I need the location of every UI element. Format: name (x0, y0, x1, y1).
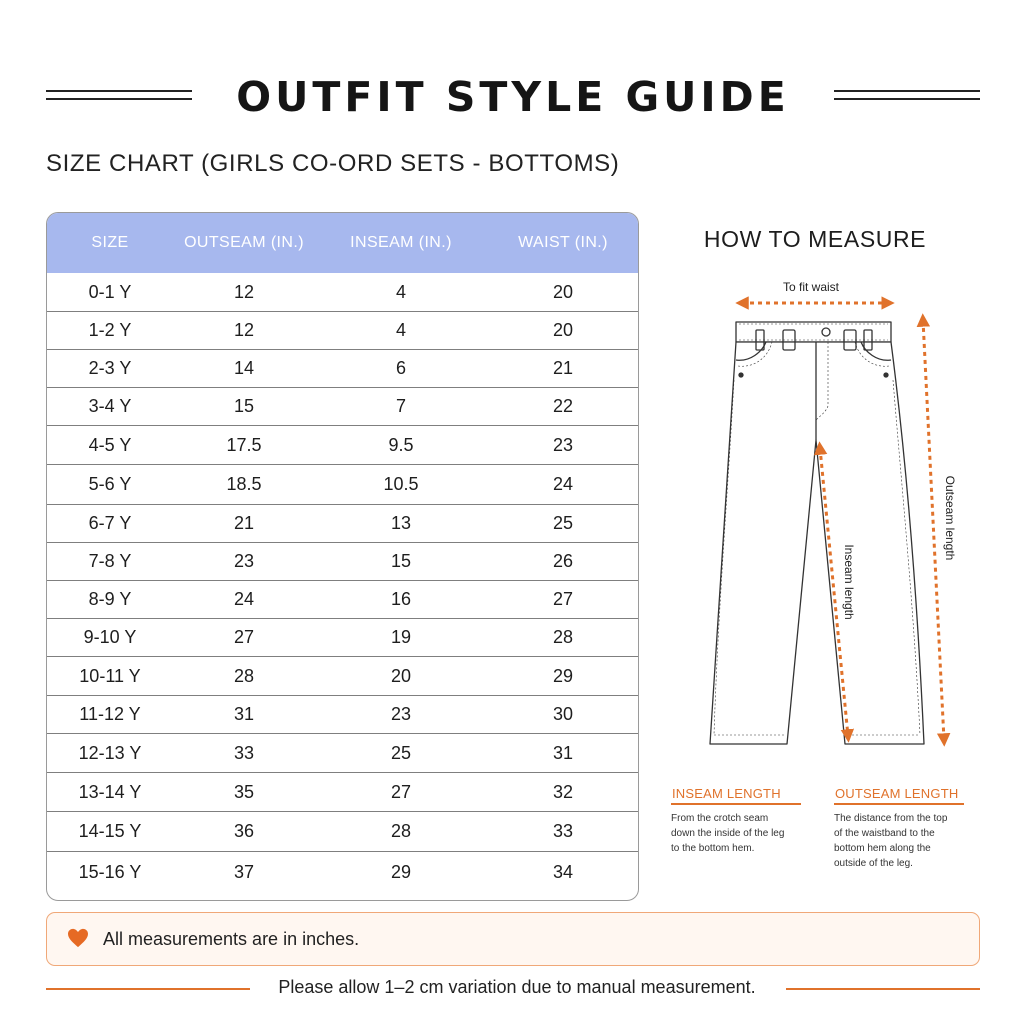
pants-outline (710, 322, 924, 744)
inseam-desc-line: down the inside of the leg (671, 828, 785, 839)
header-size: SIZE (91, 234, 129, 251)
note-text: All measurements are in inches. (103, 929, 360, 949)
cell-inseam: 16 (390, 589, 412, 609)
table-row (47, 504, 638, 542)
outseam-heading: OUTSEAM LENGTH (835, 786, 959, 801)
inseam-heading: INSEAM LENGTH (672, 786, 781, 801)
cell-waist: 32 (552, 781, 574, 802)
cell-waist: 20 (552, 320, 574, 340)
title-decoration-left (46, 90, 192, 102)
cell-waist: 34 (552, 862, 574, 882)
cell-inseam: 20 (390, 665, 412, 686)
cell-inseam: 19 (390, 627, 412, 647)
measurement-note (46, 912, 980, 966)
how-to-measure-title: HOW TO MEASURE (703, 226, 927, 252)
table-row (47, 425, 638, 464)
size-chart-table (46, 212, 639, 901)
table-row (47, 273, 638, 311)
table-row (47, 618, 638, 656)
outseam-desc-line: outside of the leg. (834, 858, 913, 869)
cell-outseam: 12 (233, 320, 255, 340)
table-row (47, 811, 638, 851)
inseam-diagram-label: Inseam length (842, 544, 856, 620)
outseam-description (834, 811, 947, 871)
cell-outseam: 18.5 (226, 474, 262, 494)
table-row (47, 580, 638, 618)
cell-inseam: 13 (390, 513, 412, 533)
table-row (47, 542, 638, 580)
cell-outseam: 23 (233, 551, 255, 571)
table-row (47, 656, 638, 695)
footer-disclaimer: Please allow 1–2 cm variation due to manual measurement. (278, 977, 756, 997)
cell-waist: 33 (552, 821, 574, 841)
inseam-description (671, 811, 784, 856)
table-row (47, 695, 638, 733)
cell-size: 6-7 Y (88, 513, 132, 533)
cell-outseam: 12 (233, 281, 255, 302)
cell-waist: 20 (552, 281, 574, 302)
title-decoration-right (834, 90, 980, 102)
cell-inseam: 15 (390, 551, 412, 571)
cell-waist: 29 (552, 665, 574, 686)
cell-waist: 31 (552, 742, 574, 763)
cell-waist: 22 (552, 396, 574, 416)
cell-size: 2-3 Y (88, 358, 132, 378)
table-row (47, 733, 638, 772)
heart-icon (67, 928, 89, 948)
cell-size: 5-6 Y (88, 474, 132, 494)
pants-diagram (658, 270, 972, 756)
cell-waist: 23 (552, 434, 574, 455)
outseam-heading-rule (834, 803, 964, 805)
inseam-desc-line: to the bottom hem. (671, 843, 755, 854)
table-row (47, 311, 638, 349)
inseam-heading-rule (671, 803, 801, 805)
cell-waist: 27 (552, 589, 574, 609)
table-row (47, 772, 638, 811)
cell-outseam: 28 (233, 665, 255, 686)
outseam-arrow (923, 320, 944, 740)
cell-outseam: 15 (233, 396, 255, 416)
inseam-desc-line: From the crotch seam (671, 813, 769, 824)
cell-outseam: 33 (233, 742, 255, 763)
cell-waist: 30 (552, 704, 574, 724)
cell-outseam: 35 (233, 781, 255, 802)
header-waist: WAIST (IN.) (518, 234, 608, 251)
cell-size: 9-10 Y (83, 627, 137, 647)
cell-inseam: 28 (390, 821, 412, 841)
outseam-diagram-label: Outseam length (943, 475, 957, 561)
cell-inseam: 10.5 (383, 474, 419, 494)
size-chart-subtitle: SIZE CHART (GIRLS CO-ORD SETS - BOTTOMS) (46, 150, 620, 177)
table-row (47, 349, 638, 387)
cell-waist: 26 (552, 551, 574, 571)
cell-size: 1-2 Y (88, 320, 132, 340)
cell-size: 15-16 Y (78, 862, 142, 882)
table-header (47, 213, 638, 273)
outseam-desc-line: bottom hem along the (834, 843, 931, 854)
header-outseam: OUTSEAM (IN.) (184, 234, 304, 251)
cell-inseam: 4 (395, 320, 406, 340)
cell-size: 8-9 Y (88, 589, 132, 609)
cell-size: 12-13 Y (78, 742, 142, 763)
cell-waist: 25 (552, 513, 574, 533)
cell-inseam: 29 (390, 862, 412, 882)
cell-size: 14-15 Y (78, 821, 142, 841)
footer-rule-left (46, 988, 250, 990)
cell-size: 7-8 Y (88, 551, 132, 571)
cell-outseam: 14 (233, 358, 255, 378)
cell-inseam: 4 (395, 281, 406, 302)
cell-size: 3-4 Y (88, 396, 132, 416)
cell-size: 10-11 Y (79, 665, 141, 686)
page-title: OUTFIT STYLE GUIDE (236, 73, 790, 121)
waist-label: To fit waist (782, 280, 840, 294)
table-row (47, 387, 638, 425)
cell-inseam: 27 (390, 781, 412, 802)
cell-size: 13-14 Y (78, 781, 142, 802)
cell-outseam: 36 (233, 821, 255, 841)
cell-outseam: 37 (233, 862, 255, 882)
cell-inseam: 9.5 (388, 434, 414, 455)
outseam-desc-line: of the waistband to the (834, 828, 935, 839)
cell-inseam: 6 (395, 358, 406, 378)
cell-outseam: 21 (233, 513, 255, 533)
cell-waist: 24 (552, 474, 574, 494)
outseam-desc-line: The distance from the top (834, 813, 948, 824)
cell-waist: 21 (552, 358, 574, 378)
cell-size: 4-5 Y (88, 434, 132, 455)
cell-inseam: 25 (390, 742, 412, 763)
cell-inseam: 7 (395, 396, 406, 416)
cell-size: 11-12 Y (79, 704, 141, 724)
header-inseam: INSEAM (IN.) (350, 234, 452, 251)
cell-outseam: 31 (233, 704, 255, 724)
cell-outseam: 24 (233, 589, 255, 609)
cell-inseam: 23 (390, 704, 412, 724)
table-row (47, 851, 638, 893)
title-row (0, 72, 1024, 122)
cell-outseam: 17.5 (226, 434, 262, 455)
cell-size: 0-1 Y (88, 281, 132, 302)
cell-waist: 28 (552, 627, 574, 647)
cell-outseam: 27 (233, 627, 255, 647)
table-row (47, 464, 638, 504)
footer-rule-right (786, 988, 980, 990)
